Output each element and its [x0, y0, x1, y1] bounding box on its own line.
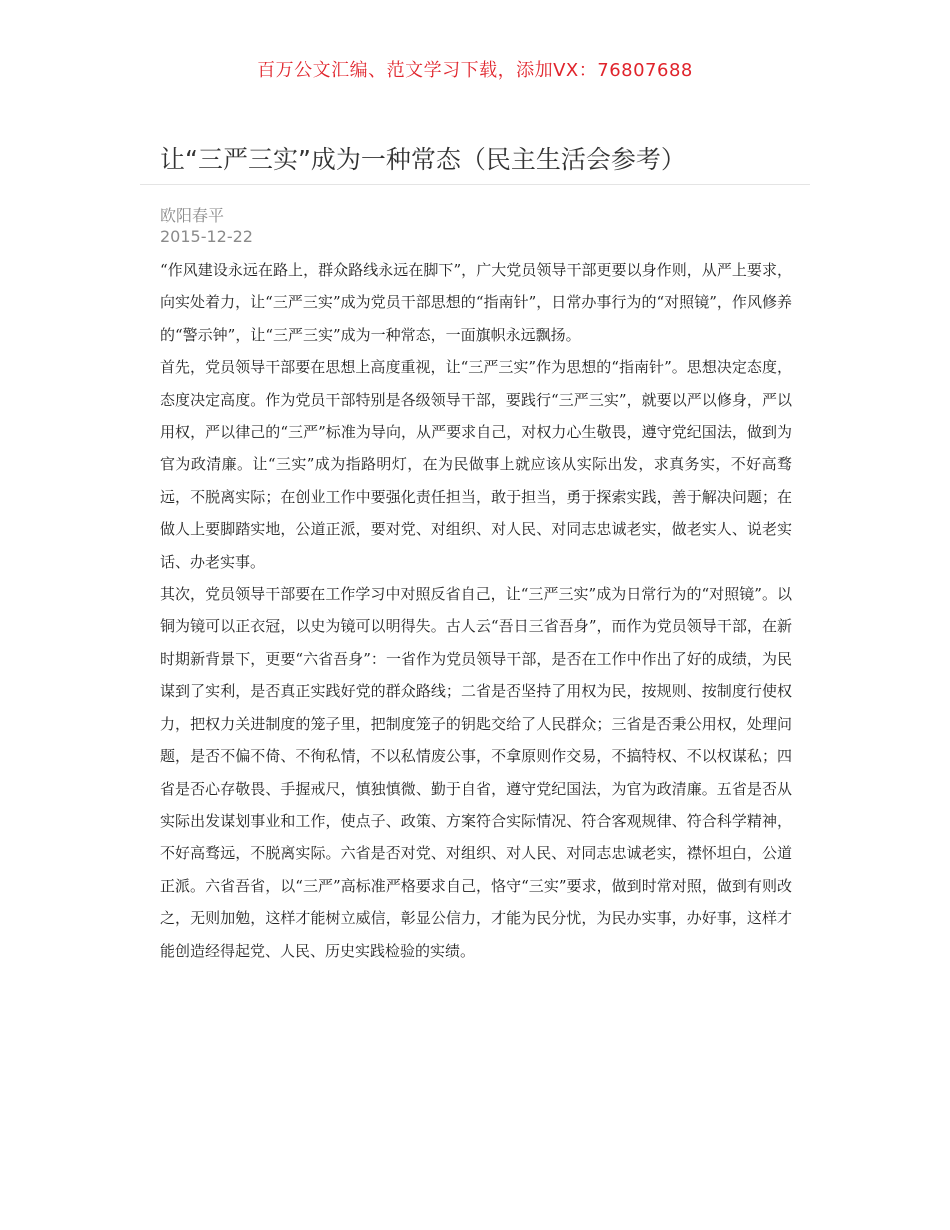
paragraph-second: 其次，党员领导干部要在工作学习中对照反省自己，让“三严三实”成为日常行为的“对照镜”。以铜为镜可以正衣冠，以史为镜可以明得失。古人云“吾日三省吾身”，而作为党员领导干部，在新时期新背景下，更要“六省吾身”：一省作为党员领导干部，是否在工作中作出了好的成绩，为民谋到了实利，是否真正实践好党的群众路线；二省是否坚持了用权为民，按规则、按制度行使权力，把权力关进制度的笼子里，把制度笼子的钥匙交给了人民群众；三省是否秉公用权，处理问题，是否不偏不倚、不徇私情，不以私情废公事，不拿原则作交易，不搞特权、不以权谋私；四省是否心存敬畏、手握戒尺，慎独慎微、勤于自省，遵守党纪国法，为官为政清廉。五省是否从实际出发谋划事业和工作，使点子、政策、方案符合实际情况、符合客观规律、符合科学精神，不好高骛远，不脱离实际。六省是否对党、对组织、对人民、对同志忠诚老实，襟怀坦白，公道正派。六省吾省，以“三严”高标准严格要求自己，恪守“三实”要求，做到时常对照，做到有则改之，无则加勉，这样才能树立威信，彰显公信力，才能为民分忧，为民办实事，办好事，这样才能创造经得起党、人民、历史实践检验的实绩。: [160, 585, 792, 960]
article-title: 让“三严三实”成为一种常态（民主生活会参考）: [160, 145, 686, 174]
article-date: 2015-12-22: [160, 227, 253, 246]
article-body: [160, 254, 792, 967]
promo-banner: 百万公文汇编、范文学习下载，添加VX：76807688: [257, 60, 693, 81]
article-author: 欧阳春平: [160, 206, 225, 225]
paragraph-first: 首先，党员领导干部要在思想上高度重视，让“三严三实”作为思想的“指南针”。思想决定态度，态度决定高度。作为党员干部特别是各级领导干部，要践行“三严三实”，就要以严以修身，严以用权，严以律己的“三严”标准为导向，从严要求自己，对权力心生敬畏，遵守党纪国法，做到为官为政清廉。让“三实”成为指路明灯，在为民做事上就应该从实际出发，求真务实，不好高骛远，不脱离实际；在创业工作中要强化责任担当，敢于担当，勇于探索实践，善于解决问题；在做人上要脚踏实地，公道正派，要对党、对组织、对人民、对同志忠诚老实，做老实人、说老实话、办老实事。: [160, 358, 792, 571]
title-divider: [140, 184, 810, 185]
paragraph-intro: “作风建设永远在路上，群众路线永远在脚下”，广大党员领导干部更要以身作则，从严上要求，向实处着力，让“三严三实”成为党员干部思想的“指南针”，日常办事行为的“对照镜”，作风修养的“警示钟”，让“三严三实”成为一种常态，一面旗帜永远飘扬。: [160, 261, 792, 344]
